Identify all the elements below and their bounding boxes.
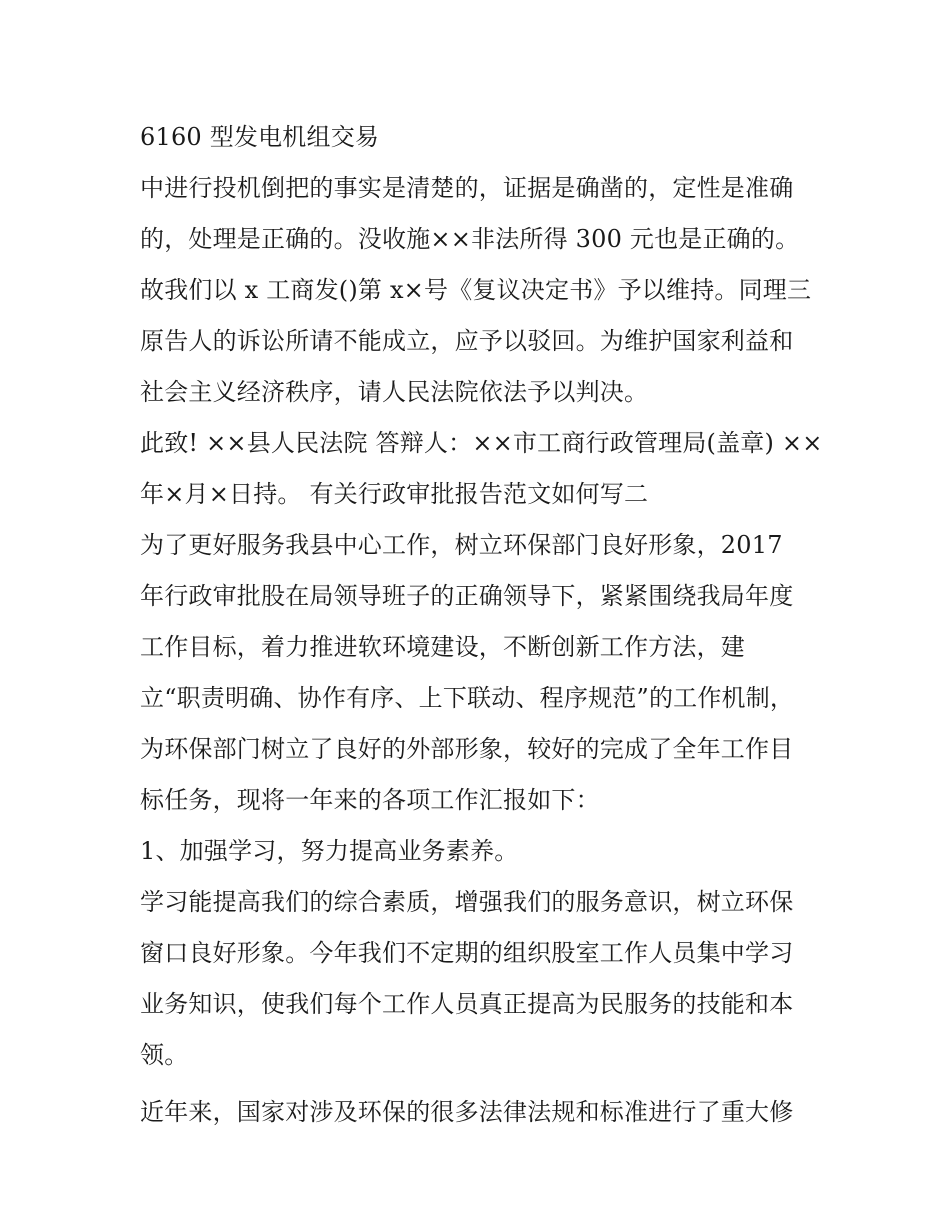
text-line: 社会主义经济秩序，请人民法院依法予以判决。 [140, 378, 649, 406]
text-line: 窗口良好形象。今年我们不定期的组织股室工作人员集中学习 [140, 939, 794, 967]
text-line: 业务知识，使我们每个工作人员真正提高为民服务的技能和本 [140, 990, 794, 1018]
text-line: 年×月×日持。 有关行政审批报告范文如何写二 [140, 480, 649, 508]
text-line: 年行政审批股在局领导班子的正确领导下，紧紧围绕我局年度 [140, 582, 794, 610]
text-line: 学习能提高我们的综合素质，增强我们的服务意识，树立环保 [140, 888, 794, 916]
text-line: 原告人的诉讼所请不能成立，应予以驳回。为维护国家利益和 [140, 327, 794, 355]
text-line: 中进行投机倒把的事实是清楚的，证据是确凿的，定性是准确 [140, 174, 794, 202]
text-line: 立“职责明确、协作有序、上下联动、程序规范”的工作机制， [140, 684, 795, 712]
document-body [140, 112, 830, 1138]
text-line: 为了更好服务我县中心工作，树立环保部门良好形象，2017 [140, 531, 783, 559]
text-line: 1、加强学习，努力提高业务素养。 [140, 837, 519, 865]
text-line: 近年来，国家对涉及环保的很多法律法规和标准进行了重大修 [140, 1098, 794, 1126]
text-line: 故我们以 x 工商发()第 x×号《复议决定书》予以维持。同理三 [140, 276, 812, 304]
text-line: 工作目标，着力推进软环境建设，不断创新工作方法，建 [140, 633, 745, 661]
text-line: 领。 [140, 1041, 189, 1069]
text-line: 6160 型发电机组交易 [140, 123, 380, 151]
text-line: 标任务，现将一年来的各项工作汇报如下： [140, 786, 600, 814]
text-line: 的，处理是正确的。没收施××非法所得 300 元也是正确的。 [140, 225, 800, 253]
text-line: 此致! ××县人民法院 答辩人：××市工商行政管理局(盖章) ×× [140, 429, 823, 457]
text-line: 为环保部门树立了良好的外部形象，较好的完成了全年工作目 [140, 735, 794, 763]
